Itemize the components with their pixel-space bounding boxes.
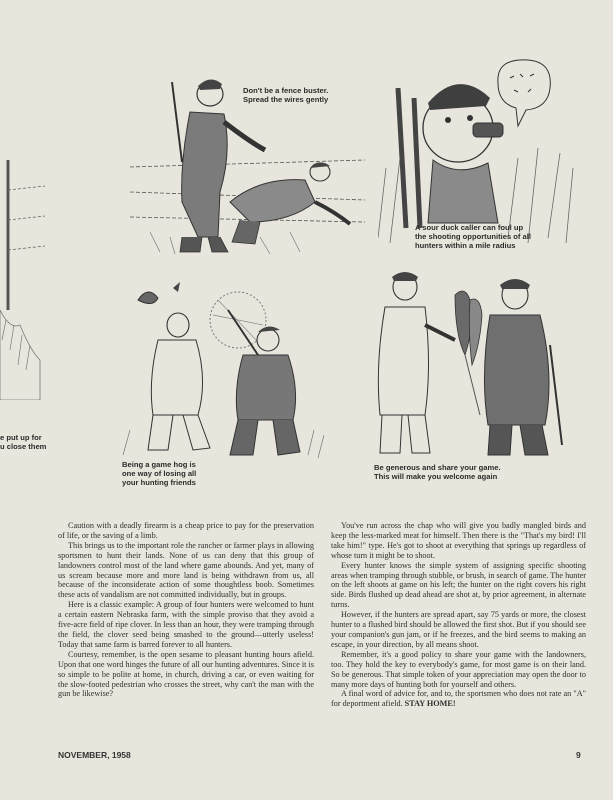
paragraph: Remember, it's a good policy to share your game with the landowners, too. They hold the key to everybody's game, for most game is on their land. So be generous. That simple token of your appreciation may open the door to many more days of hunting both for yourself and others.: [331, 649, 586, 689]
paragraph: Every hunter knows the simple system of assigning specific shooting areas when tramping through stubble, or brush, in search of game. The hunter on the left shoots at game on his left; the hunter on the right covers his right side. Birds flushed up dead ahead are shot at, by prior agreement, in alternate turns.: [331, 560, 586, 610]
paragraph: Caution with a deadly firearm is a cheap price to pay for the preservation of life, or the saving of a limb.: [58, 521, 314, 540]
closing-text: A final word of advice for, and to, the sportsmen who does not rate an "A" for deportment afield.: [331, 689, 586, 709]
paragraph: However, if the hunters are spread apart, say 75 yards or more, the closest hunter to a flushed bird should be allowed the first shot. But if you should see your companion's gun jam, or if he freezes, and the bird seems to making an escape, in your direction, by all means shoot.: [331, 610, 586, 649]
closing-paragraph: [331, 689, 586, 709]
paragraph: Courtesy, remember, is the open sesame to pleasant hunting hours afield. Upon that one word hinges the future of all our hunting adventures. Since it is so simple to be polite at home, in church, driving a car, or even waiting for the slow-footed pedestrian who crosses the street, why can't the man with the gun be likewise?: [58, 649, 314, 699]
closing-emphasis: STAY HOME!: [404, 699, 456, 709]
share-caption: Be generous and share your game. This will make you welcome again: [374, 463, 501, 481]
article-left-column: [58, 521, 314, 699]
hog-caption: Being a game hog is one way of losing all your hunting friends: [122, 460, 197, 487]
share-game-illustration: [370, 265, 570, 460]
fence-caption: Don't be a fence buster. Spread the wires gently: [243, 86, 329, 104]
game-hog-illustration: [118, 280, 328, 460]
article-right-column: [331, 521, 586, 709]
paragraph: You've run across the chap who will give you badly mangled birds and keep the less-marked meat for himself. Then there is the "That's my bird! I'll take him!" type. He's got to shoot at everything that springs up regardless of whose turn it might be to shoot.: [331, 521, 586, 560]
paragraph: Here is a classic example: A group of four hunters were welcomed to hunt a certain eastern Nebraska farm, with the simple proviso that they avoid a five-acre field of ripe clover. In less than an hour, they were tramping through the field, the clover seed being smashed to the ground—utterly useless! Today that same farm is barred forever to all hunters.: [58, 600, 314, 649]
edge-fence-illustration: [0, 150, 45, 400]
page-number: 9: [576, 750, 581, 760]
duck-caption: A sour duck caller can foul up the shooting opportunities of all hunters within a mile radius: [415, 223, 532, 250]
footer-date: NOVEMBER, 1958: [58, 750, 131, 760]
edge-caption: e put up for u close them: [0, 433, 47, 451]
paragraph: This brings us to the important role the rancher or farmer plays in allowing sportsmen to hunt their lands. None of us can deny that this group of landowners control most of the land where game abounds. And yet, many of us scream because more and more land is being withdrawn from us, all because of the inconsiderate action of some thoughtless boob. Sometimes these acts of vandalism are not committed individually, but in groups.: [58, 540, 314, 600]
duck-caller-illustration: [378, 48, 578, 248]
